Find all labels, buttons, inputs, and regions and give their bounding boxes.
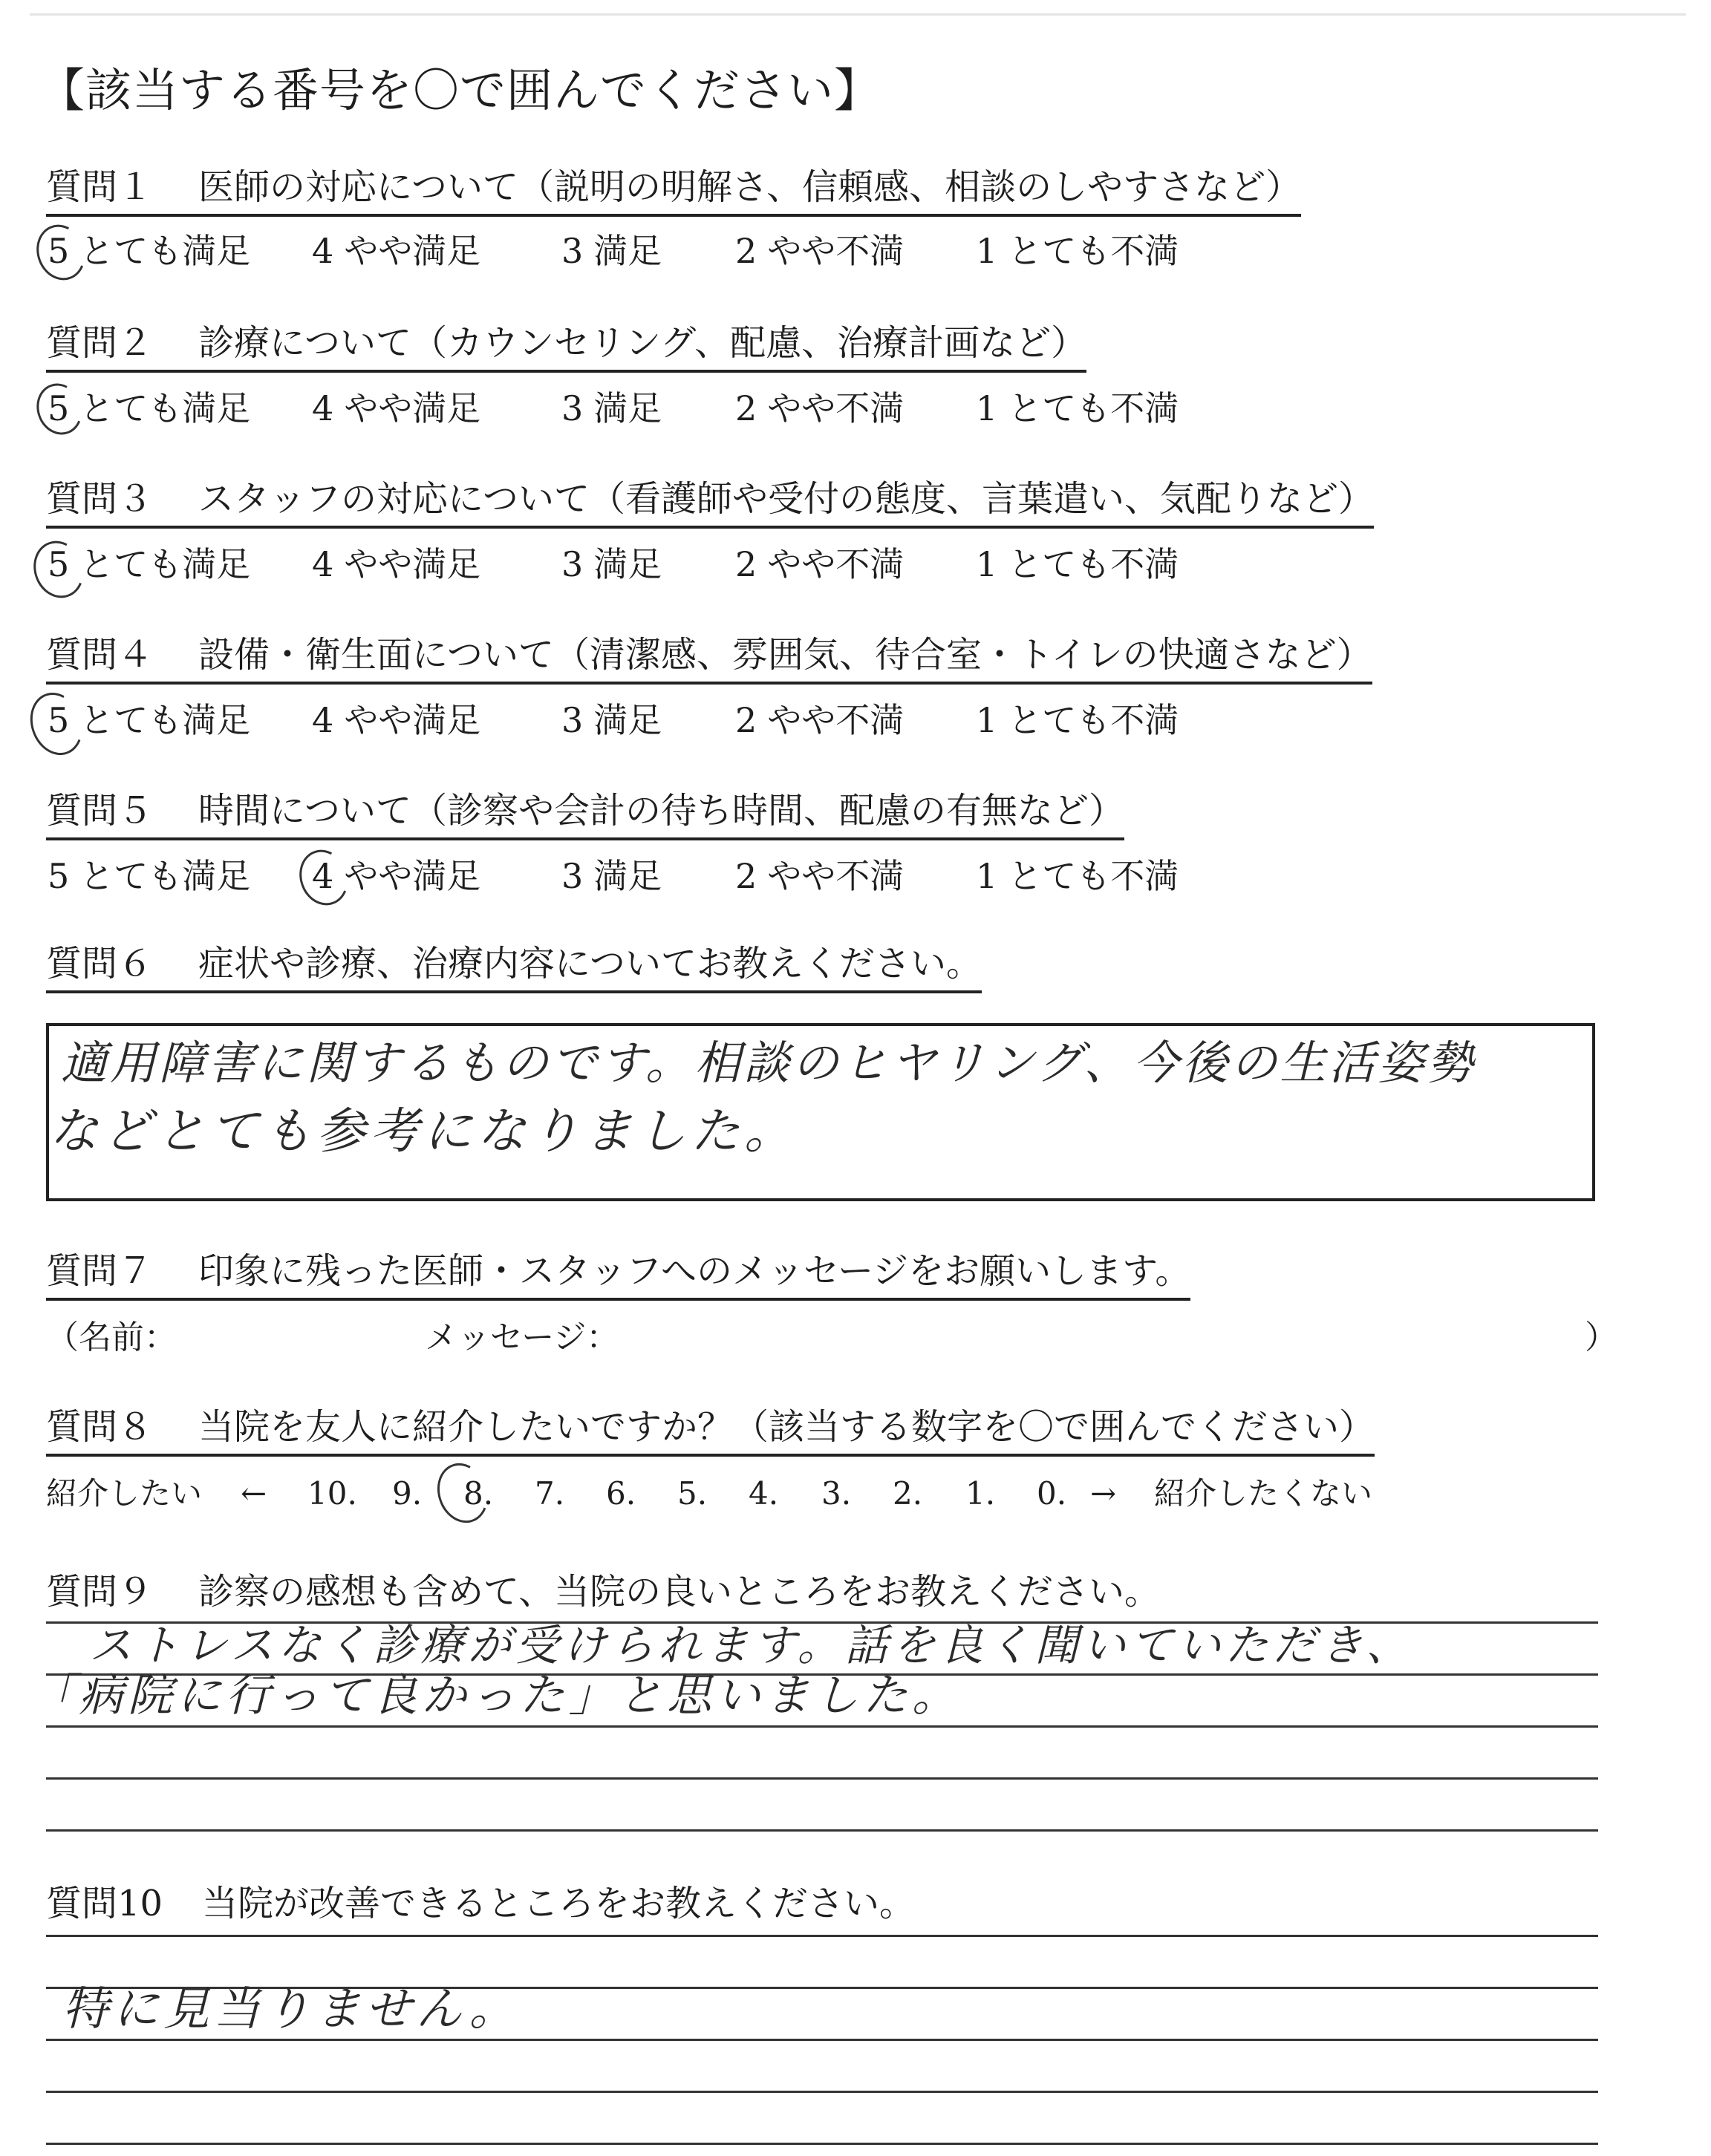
question-8-heading bbox=[46, 1405, 1375, 1457]
q9-ruled-line-5 bbox=[46, 1829, 1598, 1832]
question-2-scale bbox=[48, 388, 1236, 429]
q5-option-2[interactable]: 2 やや不満 bbox=[735, 856, 905, 896]
q8-selection-circle bbox=[429, 1456, 496, 1530]
q2-option-2[interactable]: 2 やや不満 bbox=[735, 388, 905, 428]
nps-option-4[interactable]: 4. bbox=[749, 1475, 779, 1512]
question-2-heading bbox=[46, 321, 1086, 373]
question-10-answer-line-1: 特に見当りません。 bbox=[62, 1982, 520, 2036]
nps-option-6[interactable]: 6. bbox=[606, 1475, 636, 1512]
question-7-text: 印象に残った医師・スタッフへのメッセージをお願いします。 bbox=[198, 1250, 1191, 1292]
question-8-number: 質問８ bbox=[46, 1406, 154, 1448]
question-1-heading bbox=[46, 165, 1301, 217]
question-5-heading bbox=[46, 788, 1124, 840]
q4-option-3[interactable]: 3 満足 bbox=[561, 700, 662, 740]
q9-ruled-line-4 bbox=[46, 1777, 1598, 1780]
question-5-scale bbox=[48, 855, 1236, 897]
q3-option-5[interactable]: 5 とても満足 bbox=[48, 544, 251, 584]
nps-option-1[interactable]: 1. bbox=[965, 1475, 996, 1512]
name-label: （名前： bbox=[46, 1319, 177, 1356]
nps-option-8[interactable]: 8. bbox=[463, 1475, 494, 1512]
q2-option-5[interactable]: 5 とても満足 bbox=[48, 388, 251, 428]
question-1-text: 医師の対応について（説明の明解さ、信頼感、相談のしやすさなど） bbox=[198, 166, 1302, 208]
question-2-text: 診療について（カウンセリング、配慮、治療計画など） bbox=[198, 322, 1087, 364]
q3-option-3[interactable]: 3 満足 bbox=[561, 544, 662, 584]
q10-ruled-line-4 bbox=[46, 2091, 1598, 2093]
nps-option-0[interactable]: 0. bbox=[1037, 1475, 1067, 1512]
question-9-text: 診察の感想も含めて、当院の良いところをお教えください。 bbox=[198, 1571, 1161, 1613]
question-9-answer-line-2: 「病院に行って良かった」と思いました。 bbox=[30, 1670, 961, 1722]
q1-option-4[interactable]: 4 やや満足 bbox=[312, 231, 481, 271]
q5-option-4[interactable]: 4 やや満足 bbox=[312, 856, 481, 896]
question-7-fields bbox=[46, 1316, 1617, 1360]
nps-option-9[interactable]: 9. bbox=[392, 1475, 423, 1512]
question-2-number: 質問２ bbox=[46, 322, 154, 364]
nps-option-3[interactable]: 3. bbox=[821, 1475, 852, 1512]
question-5-text: 時間について（診察や会計の待ち時間、配慮の有無など） bbox=[198, 790, 1125, 832]
q4-option-4[interactable]: 4 やや満足 bbox=[312, 700, 481, 740]
message-label: メッセージ： bbox=[425, 1319, 619, 1356]
question-1-scale bbox=[48, 230, 1236, 272]
question-7-number: 質問７ bbox=[46, 1250, 154, 1292]
question-9-answer-line-1: ストレスなく診療が受けられます。話を良く聞いていただき、 bbox=[89, 1620, 1414, 1670]
question-3-text: スタッフの対応について（看護師や受付の態度、言葉遣い、気配りなど） bbox=[198, 478, 1375, 520]
q2-option-4[interactable]: 4 やや満足 bbox=[312, 388, 481, 428]
question-1-number: 質問１ bbox=[46, 166, 154, 208]
question-3-scale bbox=[48, 543, 1236, 585]
question-10-heading bbox=[46, 1881, 915, 1930]
top-rule bbox=[30, 13, 1686, 16]
question-6-heading bbox=[46, 941, 982, 993]
q5-option-5[interactable]: 5 とても満足 bbox=[48, 856, 251, 896]
close-paren: ） bbox=[1585, 1319, 1617, 1356]
question-4-number: 質問４ bbox=[46, 634, 154, 676]
nps-left-label: 紹介したい bbox=[46, 1475, 203, 1512]
q10-ruled-line-3 bbox=[46, 2039, 1598, 2041]
q5-option-1[interactable]: 1 とても不満 bbox=[976, 856, 1179, 896]
question-8-scale bbox=[46, 1471, 1457, 1516]
q4-selection-circle bbox=[22, 685, 91, 762]
nps-option-2[interactable]: 2. bbox=[893, 1475, 923, 1512]
q1-option-2[interactable]: 2 やや不満 bbox=[735, 231, 905, 271]
question-8-text: 当院を友人に紹介したいですか？（該当する数字を〇で囲んでください） bbox=[198, 1406, 1375, 1448]
q1-selection-circle bbox=[29, 218, 93, 287]
q1-option-3[interactable]: 3 満足 bbox=[561, 231, 662, 271]
q5-option-3[interactable]: 3 満足 bbox=[561, 856, 662, 896]
question-3-heading bbox=[46, 477, 1374, 529]
question-6-text: 症状や診療、治療内容についてお教えください。 bbox=[198, 943, 982, 984]
nps-option-7[interactable]: 7. bbox=[535, 1475, 565, 1512]
q2-selection-circle bbox=[30, 377, 89, 441]
q9-ruled-line-3 bbox=[46, 1725, 1598, 1728]
q10-ruled-line-5 bbox=[46, 2143, 1598, 2145]
q4-option-5[interactable]: 5 とても満足 bbox=[48, 700, 251, 740]
q2-option-1[interactable]: 1 とても不満 bbox=[976, 388, 1179, 428]
nps-right-label: 紹介したくない bbox=[1154, 1475, 1373, 1512]
q3-option-1[interactable]: 1 とても不満 bbox=[976, 544, 1179, 584]
question-4-text: 設備・衛生面について（清潔感、雰囲気、待合室・トイレの快適さなど） bbox=[198, 634, 1372, 676]
q5-selection-circle bbox=[292, 843, 356, 912]
nps-option-10[interactable]: 10. bbox=[307, 1475, 357, 1512]
question-7-heading bbox=[46, 1249, 1190, 1301]
q4-option-2[interactable]: 2 やや不満 bbox=[735, 700, 905, 740]
question-9-heading bbox=[46, 1569, 1160, 1618]
question-4-scale bbox=[48, 699, 1236, 741]
right-arrow-icon: → bbox=[1090, 1475, 1117, 1512]
q2-option-3[interactable]: 3 満足 bbox=[561, 388, 662, 428]
q1-option-1[interactable]: 1 とても不満 bbox=[976, 231, 1179, 271]
q4-option-1[interactable]: 1 とても不満 bbox=[976, 700, 1179, 740]
question-3-number: 質問３ bbox=[46, 478, 154, 520]
nps-option-5[interactable]: 5. bbox=[677, 1475, 708, 1512]
q1-option-5[interactable]: 5 とても満足 bbox=[48, 231, 251, 271]
question-5-number: 質問５ bbox=[46, 790, 154, 832]
question-10-text: 当院が改善できるところをお教えください。 bbox=[202, 1883, 916, 1924]
question-6-number: 質問６ bbox=[46, 943, 154, 984]
left-arrow-icon: ← bbox=[241, 1475, 267, 1512]
question-4-heading bbox=[46, 633, 1372, 685]
instruction-heading: 【該当する番号を〇で囲んでください】 bbox=[39, 63, 881, 117]
question-10-number: 質問10 bbox=[46, 1883, 163, 1924]
q10-ruled-line-1 bbox=[46, 1935, 1598, 1937]
q3-option-2[interactable]: 2 やや不満 bbox=[735, 544, 905, 584]
question-6-answer-line-1: 適用障害に関するものです。相談のヒヤリング、今後の生活姿勢 bbox=[61, 1036, 1476, 1090]
question-6-answer-line-2: などとても参考になりました。 bbox=[49, 1102, 798, 1160]
question-9-number: 質問９ bbox=[46, 1571, 154, 1613]
q3-option-4[interactable]: 4 やや満足 bbox=[312, 544, 481, 584]
